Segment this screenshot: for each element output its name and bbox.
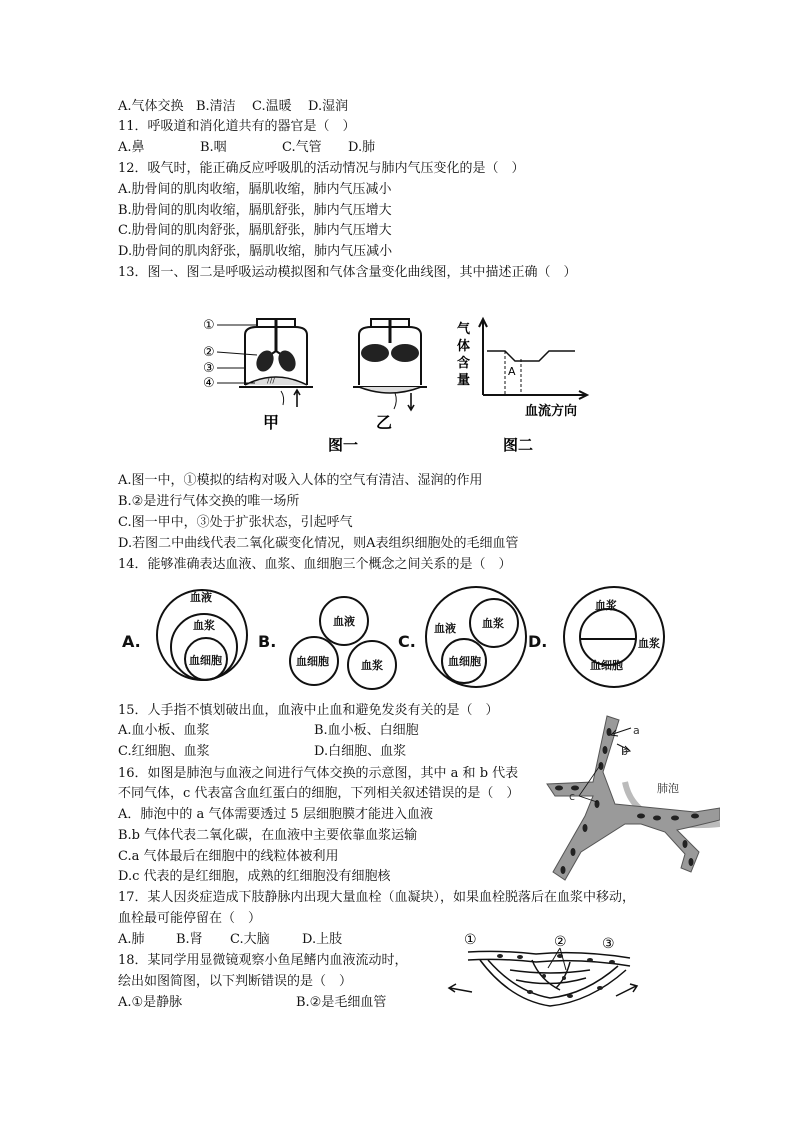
q15-stem: 15．人手指不慎划破出血，血液中止血和避免发炎有关的是（ ） <box>118 703 499 718</box>
q15-option-b: B.血小板、白细胞 <box>314 723 419 738</box>
q11-options <box>118 139 375 157</box>
svg-text:///: /// <box>267 376 276 385</box>
letter-b: B. <box>258 632 277 651</box>
q13-option-d: D.若图二中曲线代表二氧化碳变化情况，则A表组织细胞处的毛细血管 <box>118 536 519 551</box>
letter-d: D. <box>528 632 548 651</box>
venn-b-cells: 血细胞 <box>296 655 329 668</box>
q17-stem-line-2: 血栓最可能停留在（ ） <box>118 911 262 926</box>
q14-stem: 14．能够准确表达血液、血浆、血细胞三个概念之间关系的是（ ） <box>118 557 512 572</box>
label-alveolus: 肺泡 <box>657 782 679 795</box>
venn-b-blood: 血液 <box>333 615 355 628</box>
venn-b-plasma: 血浆 <box>361 659 383 672</box>
venn-c-cells: 血细胞 <box>448 655 481 668</box>
q10-option-d: D.湿润 <box>308 99 349 114</box>
q11-option-b: B.咽 <box>200 140 227 155</box>
letter-c: C. <box>398 632 416 651</box>
gas-curve-graph <box>479 319 587 399</box>
marker-2: ② <box>203 345 215 360</box>
q16-stem-line-1: 16．如图是肺泡与血液之间进行气体交换的示意图，其中 a 和 b 代表 <box>118 766 519 781</box>
q17-option-d: D.上肢 <box>302 932 343 947</box>
venn-a-blood: 血液 <box>190 591 212 604</box>
marker-4: ④ <box>203 376 215 391</box>
q17-option-b: B.肾 <box>176 932 203 947</box>
q13-stem: 13．图一、图二是呼吸运动模拟图和气体含量变化曲线图，其中描述正确（ ） <box>118 265 577 280</box>
label-a: a <box>633 724 640 737</box>
q13-figure <box>195 295 605 460</box>
marker-3: ③ <box>203 361 215 376</box>
q18-option-b: B.②是毛细血管 <box>296 995 387 1010</box>
q13-option-a: A.图一中，①模拟的结构对吸入人体的空气有清洁、湿润的作用 <box>118 473 483 488</box>
q12-option-a: A.肋骨间的肌肉收缩，膈肌收缩，肺内气压减小 <box>118 182 392 197</box>
q15-option-a: A.血小板、血浆 <box>118 723 210 738</box>
label-yi: 乙 <box>376 413 393 432</box>
q11-stem: 11．呼吸道和消化道共有的器官是（ ） <box>118 119 356 134</box>
q15-options-row-1 <box>118 722 419 740</box>
venn-c <box>426 587 526 687</box>
marker-1: ① <box>203 318 215 333</box>
q16-option-b: B.b 气体代表二氧化碳，在血液中主要依靠血浆运输 <box>118 828 418 843</box>
venn-d-plasma-top: 血浆 <box>595 599 617 612</box>
region-a-label: A <box>508 365 516 378</box>
q12-option-d: D.肋骨间的肌肉舒张，膈肌收缩，肺内气压减小 <box>118 244 393 259</box>
q16-option-c: C.a 气体最后在细胞中的线粒体被利用 <box>118 849 339 864</box>
venn-a-cells: 血细胞 <box>189 654 222 667</box>
venn-b <box>290 597 396 689</box>
marker-3: ③ <box>602 936 615 952</box>
q13-option-b: B.②是进行气体交换的唯一场所 <box>118 494 300 509</box>
q16-figure <box>545 712 720 887</box>
venn-d-cells: 血细胞 <box>590 659 623 672</box>
xlabel: 血流方向 <box>525 404 578 419</box>
label-b: b <box>621 745 628 758</box>
q17-option-a: A.肺 <box>118 932 145 947</box>
fish-tail-vessels <box>468 951 630 1006</box>
marker-1: ① <box>464 932 477 948</box>
q11-option-c: C.气管 <box>282 140 322 155</box>
label-jia: 甲 <box>263 413 280 432</box>
ylabel-char-4: 量 <box>457 373 471 388</box>
q16-option-d: D.c 代表的是红细胞，成熟的红细胞没有细胞核 <box>118 869 391 884</box>
venn-c-plasma: 血浆 <box>482 617 504 630</box>
q13-option-c: C.图一甲中，③处于扩张状态，引起呼气 <box>118 515 353 530</box>
q16-option-a: A．肺泡中的 a 气体需要透过 5 层细胞膜才能进入血液 <box>118 807 433 822</box>
bell-jar-jia <box>239 319 313 407</box>
q18-stem-line-1: 18．某同学用显微镜观察小鱼尾鳍内血液流动时， <box>118 953 408 968</box>
venn-d-plasma-right: 血浆 <box>638 637 660 650</box>
q10-options <box>118 98 348 116</box>
q14-figure <box>118 585 678 695</box>
q15-option-d: D.白细胞、血浆 <box>314 744 407 759</box>
q17-option-c: C.大脑 <box>230 932 270 947</box>
q18-stem-line-2: 绘出如图简图，以下判断错误的是（ ） <box>118 974 353 989</box>
q10-option-b: B.清洁 <box>196 99 236 114</box>
q11-option-d: D.肺 <box>348 140 376 155</box>
bell-jar-yi <box>353 319 427 410</box>
q10-option-c: C.温暖 <box>252 99 292 114</box>
q18-figure <box>440 930 640 1020</box>
q17-stem-line-1: 17．某人因炎症造成下肢静脉内出现大量血栓（血凝块），如果血栓脱落后在血浆中移动， <box>118 890 636 905</box>
venn-c-blood: 血液 <box>434 622 456 635</box>
q12-option-c: C.肋骨间的肌肉舒张，膈肌舒张，肺内气压增大 <box>118 223 392 238</box>
ylabel-char-1: 气 <box>457 322 471 337</box>
q12-stem: 12．吸气时，能正确反应呼吸肌的活动情况与肺内气压变化的是（ ） <box>118 161 525 176</box>
q16-stem-line-2: 不同气体，c 代表富含血红蛋白的细胞，下列相关叙述错误的是（ ） <box>118 786 520 801</box>
ylabel-char-3: 含 <box>457 356 471 371</box>
q10-option-a: A.气体交换 <box>118 99 184 114</box>
q15-options-row-2 <box>118 743 406 761</box>
venn-a-plasma: 血浆 <box>193 619 215 632</box>
q11-option-a: A.鼻 <box>118 140 145 155</box>
letter-a: A. <box>122 632 141 651</box>
q17-options <box>118 931 342 949</box>
marker-2: ② <box>554 934 567 950</box>
ylabel-char-2: 体 <box>457 339 471 354</box>
label-c: c <box>569 790 576 803</box>
caption-figure-2: 图二 <box>503 436 534 454</box>
caption-figure-1: 图一 <box>328 436 359 454</box>
q18-option-a: A.①是静脉 <box>118 995 183 1010</box>
q15-option-c: C.红细胞、血浆 <box>118 744 210 759</box>
q18-options <box>118 994 386 1012</box>
q12-option-b: B.肋骨间的肌肉收缩，膈肌舒张，肺内气压增大 <box>118 203 392 218</box>
